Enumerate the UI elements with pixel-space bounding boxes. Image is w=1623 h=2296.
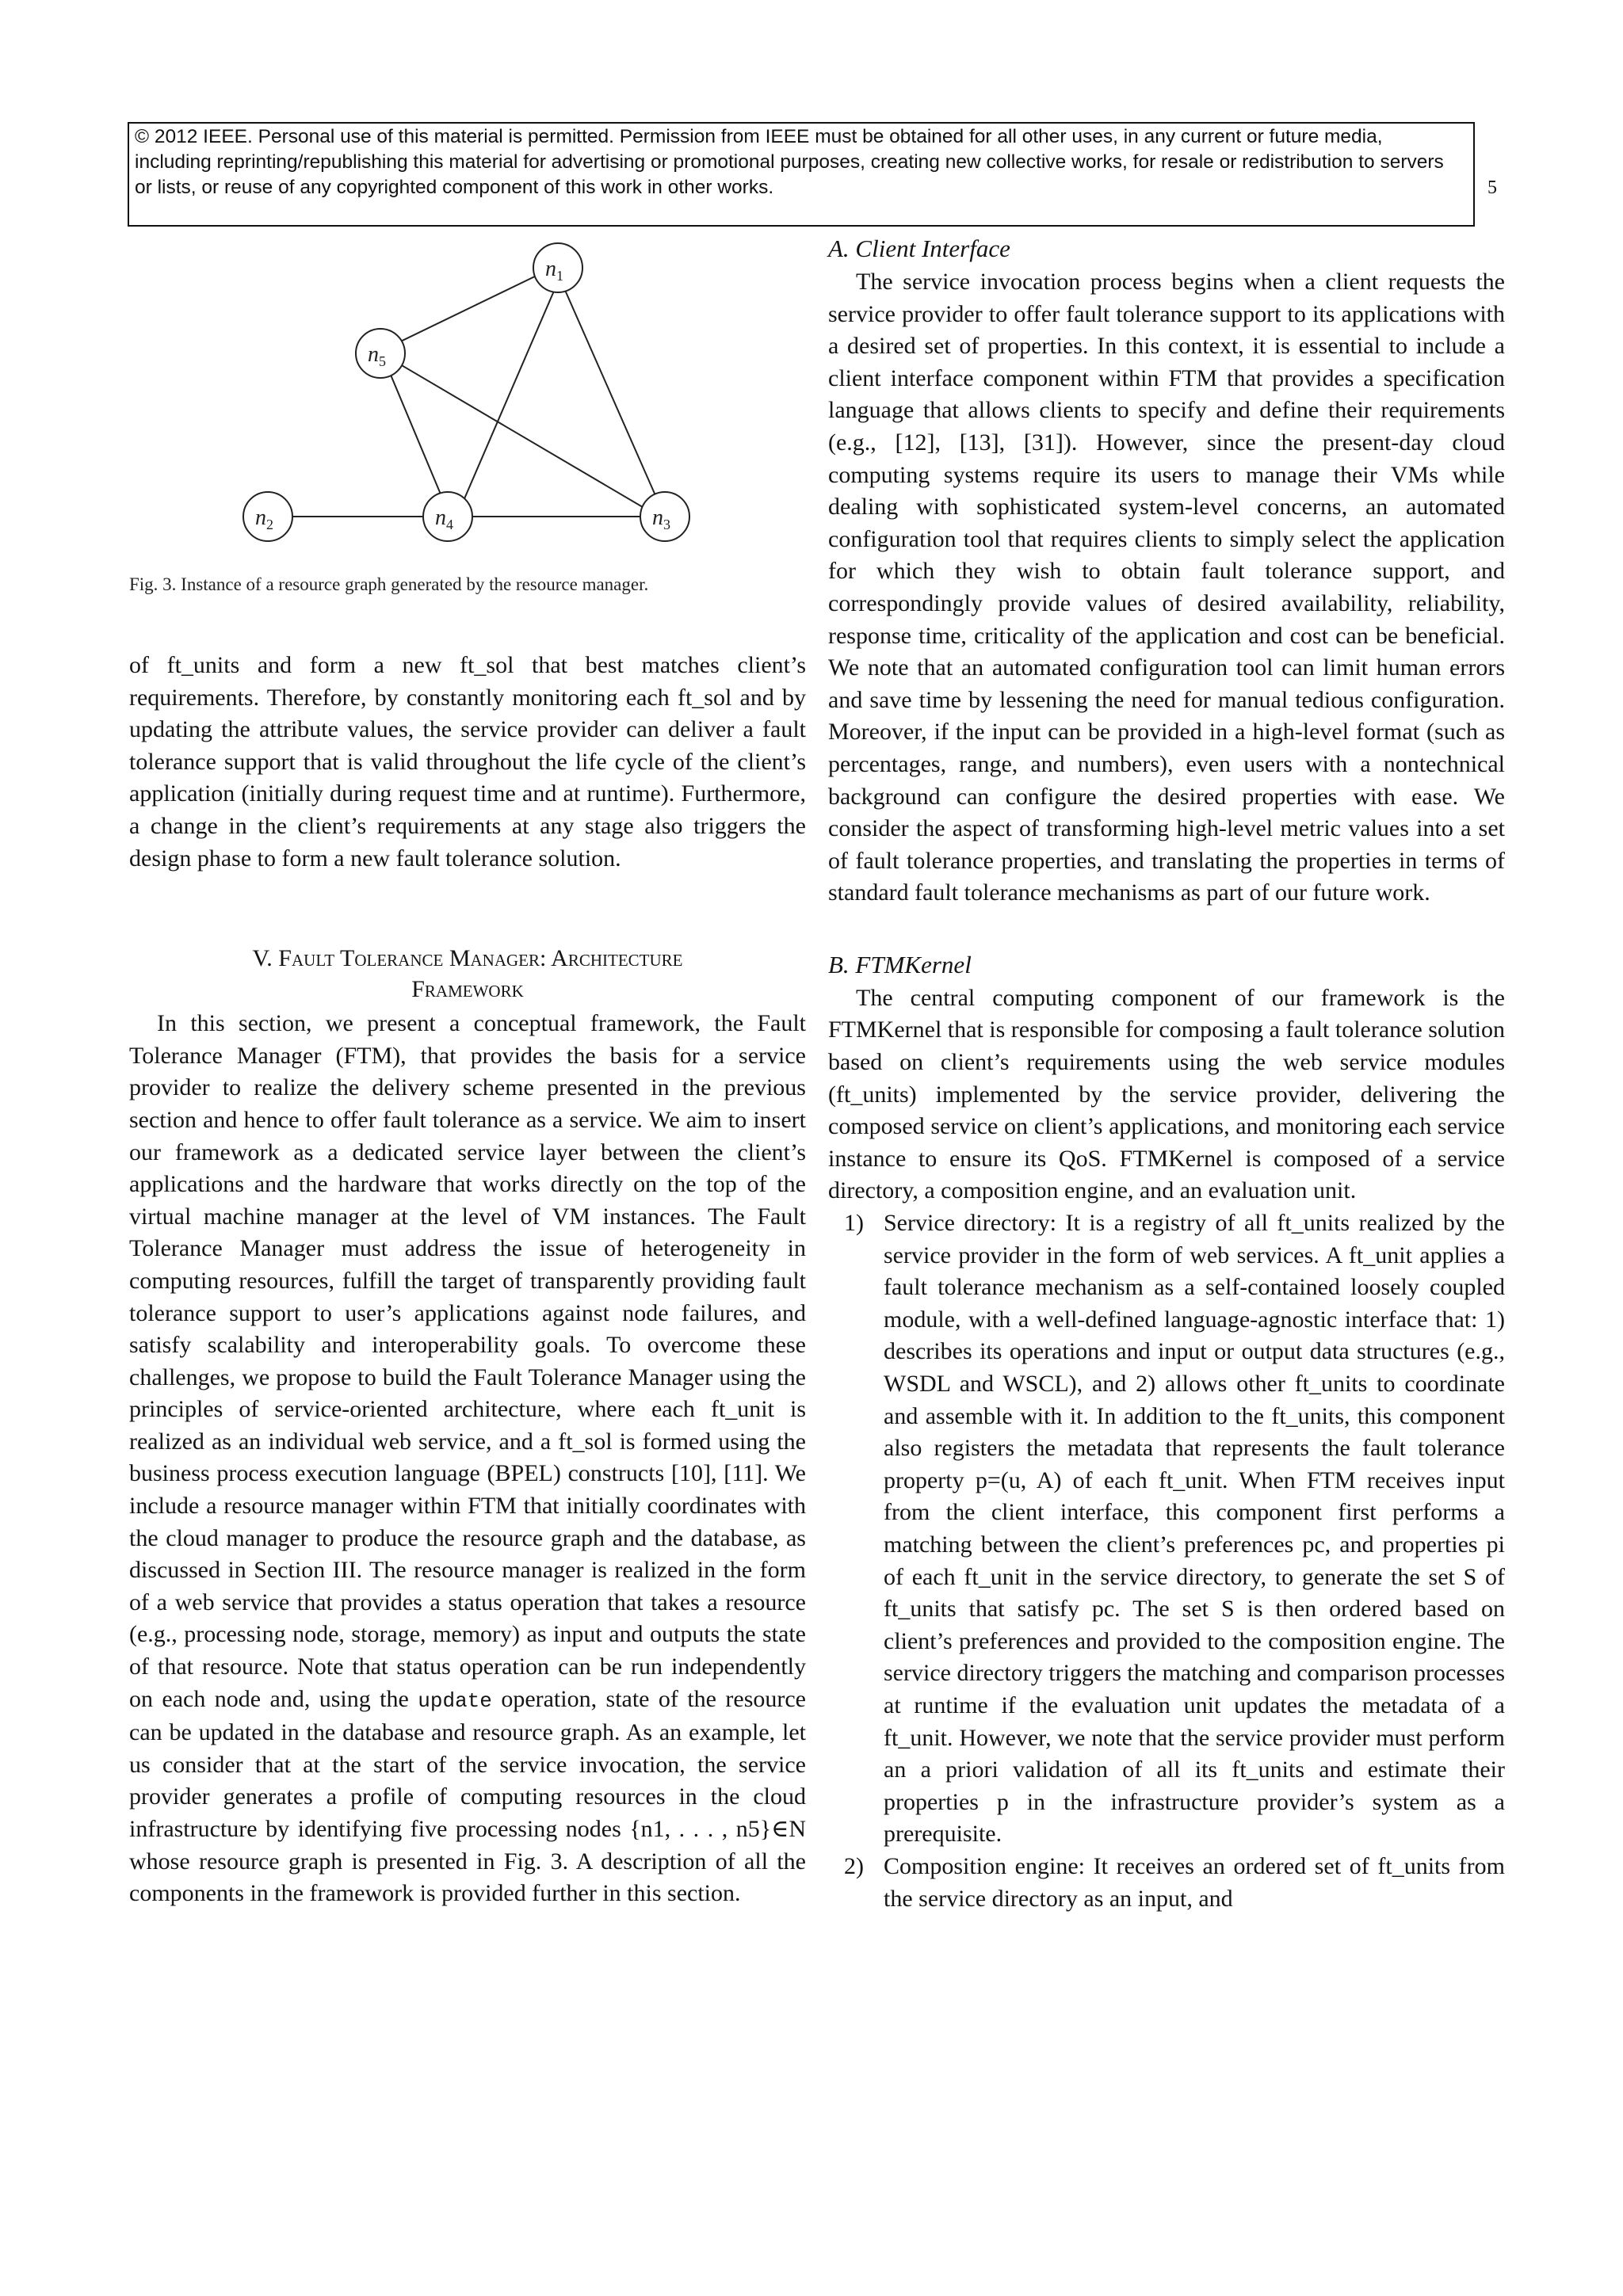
section-paragraph-text-2: operation, state of the resource can be updated in the database and resource graph. As an example, let us consider that at the start of the service invocation, the service provider generates a profile of computing resources in the cloud infrastructure by identifying five processing nodes {n1, . . . , n5}∈N whose resource graph is presented in Fig. 3. A description of all the components in the framework is provided further in this section. [129, 1685, 806, 1907]
section-title-line2: Framework [411, 976, 524, 1003]
node-n3 [640, 492, 689, 541]
section-title-line1: V. Fault Tolerance Manager: Architecture [252, 945, 683, 972]
list-item-text: Service directory: It is a registry of all ft_units realized by the service provider in the form of web services. A ft_unit applies a fault tolerance mechanism as a self-contained loosely coupled module, with a well-defined language-agnostic interface that: 1) describes its operations and input or output data structures (e.g., WSDL and WSCL), and 2) allows other ft_units to coordinate and assemble with it. In addition to the ft_units, this component also registers the metadata that represents the fault tolerance property p=(u, A) of each ft_unit. When FTM receives input from the client interface, this component first performs a matching between the client’s preferences pc, and properties pi of each ft_unit in the service directory, to generate the set S of ft_units that satisfy pc. The set S is then ordered based on client’s preferences and provided to the composition engine. The service directory triggers the matching and comparison processes at runtime if the evaluation unit updates the metadata of a ft_unit. However, we note that the service provider must perform an a priori validation of all its ft_units and estimate their properties p in the infrastructure provider’s system as a prerequisite. [884, 1210, 1505, 1848]
list-item-number: 2) [844, 1852, 864, 1879]
list-item-text: Composition engine: It receives an ordered set of ft_units from the service directory as an input, and [884, 1852, 1505, 1912]
list-item-number: 1) [844, 1210, 864, 1237]
graph-nodes [243, 243, 689, 541]
node-n4 [423, 492, 472, 541]
edge-n5-n1 [392, 273, 541, 345]
ftmkernel-component-list [828, 1207, 1505, 1915]
copyright-notice-box [128, 122, 1475, 227]
svg-text:n4: $n_4$ [435, 505, 453, 532]
figure-caption: Fig. 3. Instance of a resource graph generated by the resource manager. [129, 574, 649, 594]
svg-text:n5: $n_5$ [368, 342, 386, 369]
edge-n1-n4 [458, 289, 555, 513]
subsection-b-title: B. FTMKernel [828, 950, 972, 978]
node-n5 [356, 329, 405, 378]
edge-n5-n4 [388, 369, 445, 505]
subsection-a-paragraph: The service invocation process begins when a client requests the service provider to offer fault tolerance support to its applications with a desired set of properties. In this context, it is essential to include a client interface component within FTM that provides a specification language that allows clients to specify and define their requirements (e.g., [12], [13], [31]). However, since the present-day cloud computing systems require its users to manage their VMs while dealing with sophisticated system-level concerns, an automated configuration tool that requires clients to simply select the application for which they wish to obtain fault tolerance support, and correspondingly provide values of desired availability, reliability, response time, criticality of the application and cost can be beneficial. We note that an automated configuration tool can limit human errors and save time by lessening the need for manual tedious configuration. Moreover, if the input can be provided in a high-level format (such as percentages, range, and numbers), even users with a nontechnical background can configure the desired properties with ease. We consider the aspect of transforming high-level metric values into a set of fault tolerance properties, and translating the properties in terms of standard fault tolerance mechanisms as part of our future work. [828, 269, 1505, 906]
section-paragraph [129, 1008, 806, 1910]
node-n1 [533, 243, 582, 292]
subsection-b-paragraph: The central computing component of our framework is the FTMKernel that is responsible for composing a fault tolerance solution based on client’s requirements using the web service modules (ft_units) implemented by the service provider, delivering the composed service on client’s applications, and monitoring each service instance to ensure its QoS. FTMKernel is composed of a service directory, a composition engine, and an evaluation unit. [828, 984, 1505, 1204]
list-item [828, 1207, 1505, 1851]
page-number: 5 [1487, 177, 1497, 198]
update-code: update [418, 1688, 492, 1713]
node-n2 [243, 492, 292, 541]
svg-text:n2: $n_2$ [255, 505, 273, 532]
subsection-a-title: A. Client Interface [828, 235, 1010, 262]
section-paragraph-text-1: In this section, we present a conceptual framework, the Fault Tolerance Manager (FTM), that provides the basis for a service provider to realize the delivery scheme presented in the previous section and hence to offer fault tolerance as a service. We aim to insert our framework as a dedicated service layer between the client’s applications and the hardware that works directly on the top of the virtual machine manager at the level of VM instances. The Fault Tolerance Manager must address the issue of heterogeneity in computing resources, fulfill the target of transparently providing fault tolerance support to user’s applications against node failures, and satisfy scalability and interoperability goals. To overcome these challenges, we propose to build the Fault Tolerance Manager using the principles of service-oriented architecture, where each ft_unit is realized as an individual web service, and a ft_sol is formed using the business process execution language (BPEL) constructs [10], [11]. We include a resource manager within FTM that initially coordinates with the cloud manager to produce the resource graph and the database, as discussed in Section III. The resource manager is realized in the form of a web service that provides a status operation that takes a resource (e.g., processing node, storage, memory) as input and outputs the state of that resource. Note that status operation can be run independently on each node and, using the [129, 1010, 806, 1712]
right-column [828, 233, 1505, 1915]
continued-paragraph: of ft_units and form a new ft_sol that best matches client’s requirements. Therefore, by constantly monitoring each ft_sol and by updating the attribute values, the service provider can deliver a fault tolerance support that is valid throughout the life cycle of the client’s application (initially during request time and at runtime). Furthermore, a change in the client’s requirements at any stage also triggers the design phase to form a new fault tolerance solution. [129, 652, 806, 871]
left-column [129, 650, 806, 1910]
section-title [129, 943, 806, 1005]
svg-text:n1: $n_1$ [545, 257, 563, 284]
list-item [828, 1851, 1505, 1915]
resource-graph-figure [222, 238, 713, 563]
graph-edges [292, 273, 658, 517]
copyright-notice-text: © 2012 IEEE. Personal use of this material is permitted. Permission from IEEE must be obtained for all other uses, in any current or future media, including reprinting/republishing this material for advertising or promotional purposes, creating new collective works, for resale or redistribution to servers or lists, or reuse of any copyrighted component of this work in other works. [135, 126, 1444, 198]
svg-text:n3: $n_3$ [652, 505, 670, 532]
